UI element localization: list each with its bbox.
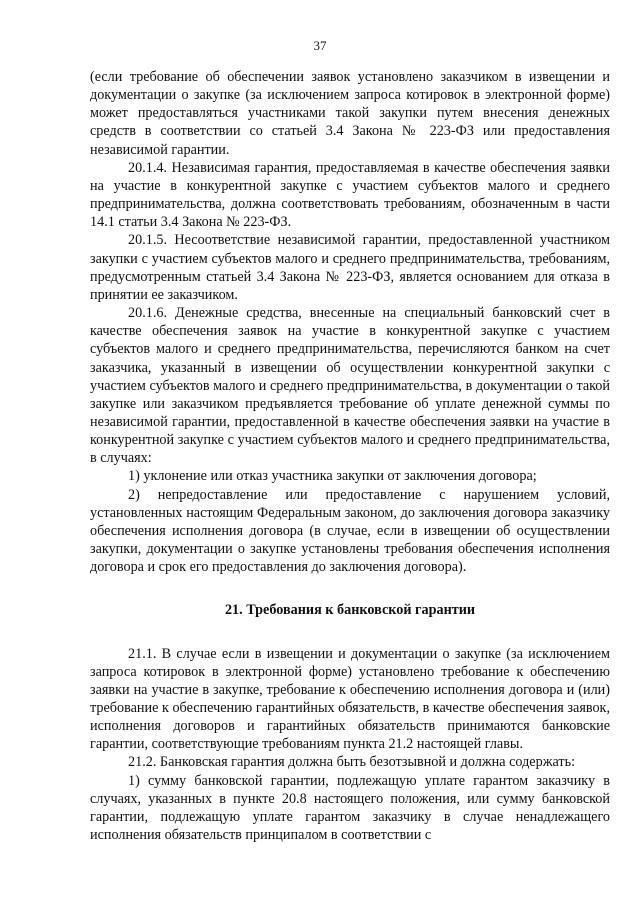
paragraph-20-1-6: 20.1.6. Денежные средства, внесенные на специальный банковский счет в качестве обеспечения заявок на участие в конкурентной закупке с участием субъектов малого и среднего предпринимательства, перечисляются банком на счет заказчика, указанный в извещении об осуществлении конкурентной закупки с участием субъектов малого и среднего предпринимательства, в документации о такой закупке или заказчиком предъявляется требование об уплате денежной суммы по независимой гарантии, предоставленной в качестве обеспечения заявки на участие в конкурентной закупке с участием субъектов малого и среднего предпринимательства, в случаях: [90, 305, 610, 467]
list-item-2: 2) непредоставление или предоставление с нарушением условий, установленных настоящим Федеральным законом, до заключения договора заказчику обеспечения исполнения договора (в случае, если в извещении об осуществлении закупки, документации о закупке установлены требования обеспечения исполнения договора и срок его предоставления до заключения договора). [90, 486, 610, 576]
paragraph-20-1-5: 20.1.5. Несоответствие независимой гарантии, предоставленной участником закупки с участием субъектов малого и среднего предпринимательства, требованиям, предусмотренным статьей 3.4 Закона № 223-ФЗ, является основанием для отказа в принятии ее заказчиком. [90, 232, 610, 303]
paragraph-20-1-4: 20.1.4. Независимая гарантия, предоставляемая в качестве обеспечения заявки на участие в конкурентной закупке с участием субъектов малого и среднего предпринимательства, должна соответствовать требованиям, обозначенным в части 14.1 статьи 3.4 Закона № 223-ФЗ. [90, 159, 610, 231]
list-item-1: 1) уклонение или отказ участника закупки от заключения договора; [128, 468, 537, 485]
section-title: 21. Требования к банковской гарантии [224, 602, 476, 619]
list-item-21-2-1: 1) сумму банковской гарантии, подлежащую уплате гарантом заказчику в случаях, указанных в пункте 20.8 настоящего положения, или сумму банковской гарантии, подлежащую уплате гарантом заказчику в случае ненадлежащего исполнения обязательств принципалом в соответствии с [90, 772, 610, 844]
page-number: 37 [313, 38, 327, 53]
paragraph-21-1: 21.1. В случае если в извещении и документации о закупке (за исключением запроса котировок в электронной форме) установлено требование к обеспечению заявки на участие в закупке, требование к обеспечению исполнения договора и (или) требование к обеспечению гарантийных обязательств, в качестве обеспечения заявок, исполнения договоров и гарантийных обязательств принимаются банковские гарантии, соответствующие требованиям пункта 21.2 настоящей главы. [90, 645, 610, 753]
paragraph-continuation: (если требование об обеспечении заявок установлено заказчиком в извещении и документации о закупке (за исключением запроса котировок в электронной форме) может предоставляться участниками такой закупки путем внесения денежных средств в соответствии со статьей 3.4 Закона № 223-ФЗ или предоставления независимой гарантии. [90, 69, 610, 158]
document-body [90, 68, 610, 844]
paragraph-21-2: 21.2. Банковская гарантия должна быть безотзывной и должна содержать: [128, 754, 576, 771]
